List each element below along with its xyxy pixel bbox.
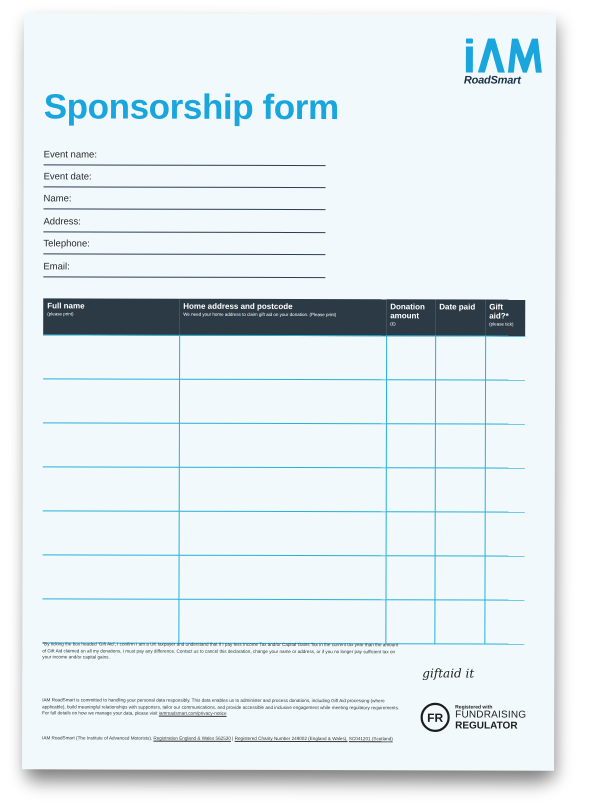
date-cell[interactable]	[434, 600, 484, 644]
privacy-notice: IAM RoadSmart is committed to handling your personal data responsibly. This data enables us to administer and process donations, including Gift Aid processing (where applicable), build meaningful relationships with supporters, tailor our communications, and provide accessible and inclusive engagement while meeting regulatory requirements. For full details on how we manage your data, please visit iamroadsmart.com/privacy-notice	[42, 697, 400, 716]
donation-cell[interactable]	[386, 336, 435, 380]
page-title: Sponsorship form	[43, 87, 339, 128]
gift-aid-cell[interactable]	[484, 600, 524, 644]
date-cell[interactable]	[435, 336, 485, 380]
name-field[interactable]: Name:	[43, 187, 325, 210]
donation-cell[interactable]	[386, 468, 435, 512]
col-date-paid: Date paid	[435, 299, 485, 336]
telephone-field[interactable]: Telephone:	[43, 232, 325, 255]
fundraising-regulator-badge-icon	[420, 702, 450, 732]
date-cell[interactable]	[435, 468, 485, 512]
table-row	[42, 555, 524, 600]
donation-cell[interactable]	[386, 380, 435, 424]
table-row	[43, 423, 525, 468]
privacy-link[interactable]: iamroadsmart.com/privacy-notice	[158, 710, 227, 716]
address-cell[interactable]	[179, 423, 386, 468]
gift-aid-logo: giftaid it	[422, 666, 475, 681]
email-field[interactable]: Email:	[43, 255, 325, 278]
col-donation-amount: Donation amount (£)	[386, 299, 435, 336]
event-name-field[interactable]: Event name:	[44, 143, 326, 166]
col-gift-aid: Gift aid?* (please tick)	[485, 300, 525, 337]
sponsorship-form-page	[22, 13, 556, 770]
fr-badge-text: FR	[427, 710, 444, 725]
donation-cell[interactable]	[386, 512, 435, 556]
date-cell[interactable]	[435, 512, 485, 556]
table-row	[43, 511, 525, 556]
col-full-name: Full name (please print)	[43, 298, 179, 335]
sponsor-table	[42, 298, 525, 644]
event-date-field[interactable]: Event date:	[44, 165, 326, 188]
address-cell[interactable]	[178, 599, 385, 644]
address-cell[interactable]	[179, 379, 386, 424]
gift-aid-declaration: *By ticking the box headed 'Gift Aid', I confirm I am a UK taxpayer and understand that if I pay less Income Tax and/or Capital Gains Tax in the current tax year than the amount of Gift Aid claimed on all my donations, I must pay any difference. Contact us to cancel this declaration, change your name or address, or if you no longer pay sufficient tax on your income and/or capital gains.	[42, 641, 399, 660]
full-name-cell[interactable]	[43, 511, 179, 555]
donation-cell[interactable]	[385, 600, 434, 644]
col-home-address: Home address and postcode We need your home address to claim gift aid on your donation. (Please print)	[179, 299, 386, 336]
table-row	[43, 467, 525, 512]
address-field[interactable]: Address:	[43, 210, 325, 233]
gift-aid-cell[interactable]	[485, 512, 525, 556]
donation-cell[interactable]	[385, 556, 434, 600]
gift-aid-cell[interactable]	[484, 556, 524, 600]
gift-aid-cell[interactable]	[485, 380, 525, 424]
full-name-cell[interactable]	[43, 335, 179, 379]
roadsmart-wordmark: RoadSmart	[463, 74, 521, 87]
date-cell[interactable]	[435, 380, 485, 424]
date-cell[interactable]	[434, 556, 484, 600]
table-row	[43, 379, 525, 424]
full-name-cell[interactable]	[43, 423, 179, 467]
table-header-row	[43, 298, 525, 336]
table-row	[42, 599, 524, 644]
full-name-cell[interactable]	[43, 379, 179, 423]
full-name-cell[interactable]	[43, 467, 179, 511]
registration-line: IAM RoadSmart (The Institute of Advanced Motorists). Registration England & Wales 562530 | Registered Charity Number 249002 (England & Wales), SC041201 (Scotland)	[42, 735, 393, 742]
donation-cell[interactable]	[386, 424, 435, 468]
gift-aid-cell[interactable]	[485, 336, 525, 380]
address-cell[interactable]	[179, 467, 386, 512]
address-cell[interactable]	[178, 555, 385, 600]
full-name-cell[interactable]	[42, 555, 178, 599]
date-cell[interactable]	[435, 424, 485, 468]
gift-aid-cell[interactable]	[485, 424, 525, 468]
gift-aid-cell[interactable]	[485, 468, 525, 512]
full-name-cell[interactable]	[42, 599, 178, 643]
fundraising-regulator-logo: Registered with FUNDRAISING REGULATOR	[455, 704, 527, 732]
table-row	[43, 335, 525, 380]
address-cell[interactable]	[179, 511, 386, 556]
address-cell[interactable]	[179, 335, 386, 380]
